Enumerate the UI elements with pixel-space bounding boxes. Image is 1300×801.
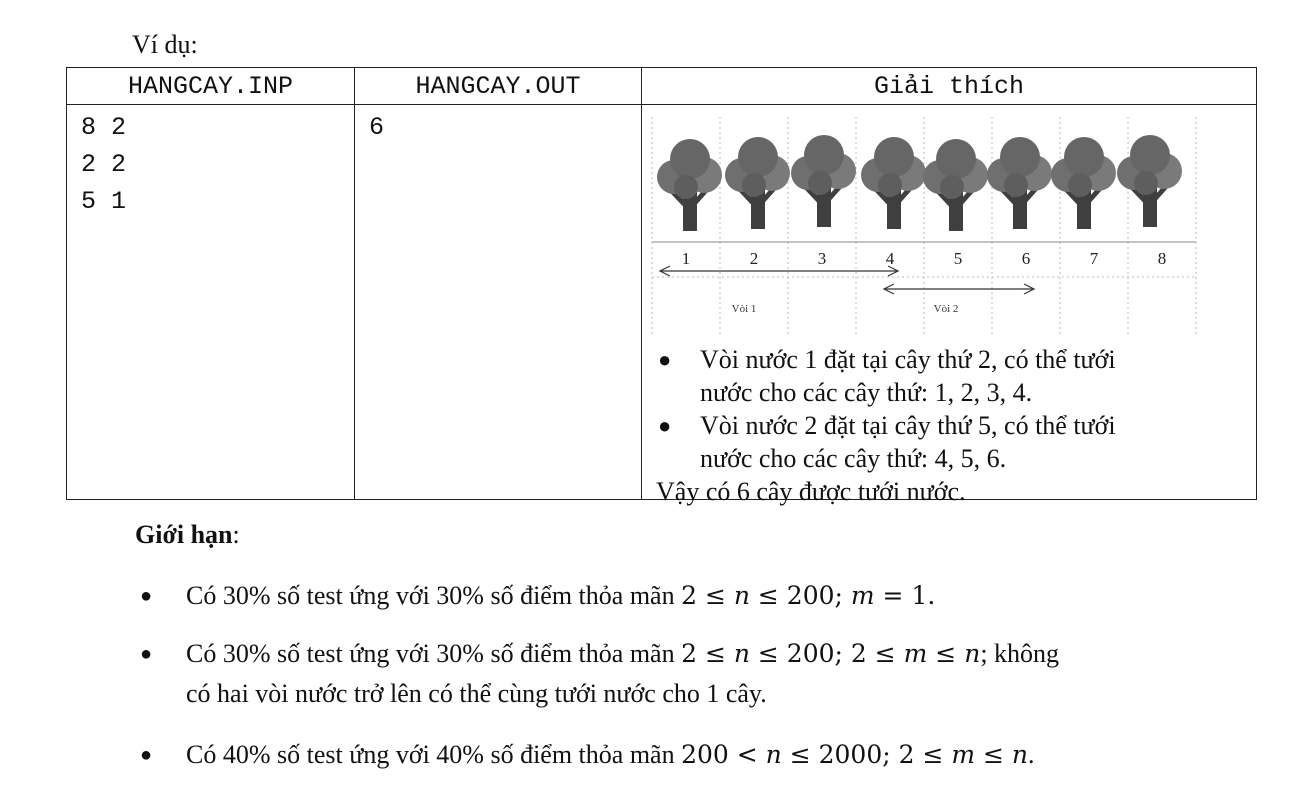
tree-3 (791, 135, 856, 227)
tree-number-label: 1 (681, 249, 691, 268)
input-cell (67, 105, 355, 500)
header-output-file: HANGCAY.OUT (355, 68, 642, 105)
limit-text: Có 30% số test ứng với 30% số điểm thỏa mãn (186, 639, 675, 668)
tap-2-range-arrow (884, 284, 1034, 294)
explanation-cell (642, 105, 1257, 506)
tree-5 (923, 139, 988, 231)
tree-4 (861, 137, 926, 229)
limit-text: Có 40% số test ứng với 40% số điểm thỏa mãn (186, 740, 675, 769)
header-input-file: HANGCAY.INP (67, 68, 355, 105)
limit-var: m (951, 740, 976, 769)
bullet-line: Vòi nước 2 đặt tại cây thứ 5, có thể tưới (700, 411, 1116, 440)
limit-math: ≤ (927, 639, 965, 668)
tree-6 (987, 137, 1052, 229)
limit-math: = 1. (874, 581, 936, 610)
limit-math: ≤ 200; 2 ≤ (749, 639, 904, 668)
limits-heading (135, 520, 240, 550)
limit-item (140, 576, 935, 616)
limit-var: n (733, 639, 750, 668)
tree-number-label: 6 (1021, 249, 1031, 268)
tree-number-label: 2 (749, 249, 759, 268)
explanation-bullet (654, 343, 1250, 409)
bullet-dot-icon: ● (140, 744, 153, 766)
bullet-line: Vòi nước 1 đặt tại cây thứ 2, có thể tưới (700, 345, 1116, 374)
limit-math: 2 ≤ (681, 581, 734, 610)
limits-title: Giới hạn (135, 520, 233, 549)
bullet-line: nước cho các cây thứ: 4, 5, 6. (700, 444, 1007, 473)
example-label: Ví dụ: (132, 30, 198, 59)
input-line: 2 2 (81, 150, 127, 179)
tree-1 (657, 139, 722, 231)
limit-var: m (850, 581, 875, 610)
bullet-dot-icon: ● (140, 585, 153, 607)
limit-var: n (733, 581, 750, 610)
tree-row-illustration (646, 107, 1226, 337)
input-line: 5 1 (81, 187, 127, 216)
limit-math: 200 < (681, 740, 766, 769)
limit-math: ≤ 2000; 2 ≤ (781, 740, 952, 769)
explanation-bullet (654, 409, 1250, 475)
bullet-dot-icon: ● (140, 643, 153, 665)
tree-number-label: 8 (1157, 249, 1167, 268)
table-header-row (67, 68, 1257, 105)
tap-1-range-arrow (660, 266, 898, 276)
limit-item (140, 634, 1059, 714)
limit-text: ; không (980, 639, 1060, 668)
limit-text: . (1028, 740, 1035, 769)
tree-8 (1117, 135, 1182, 227)
limit-var: n (1011, 740, 1029, 769)
output-cell (355, 105, 642, 500)
explanation-conclusion: Vậy có 6 cây được tưới nước. (656, 477, 966, 506)
limit-math: ≤ 200; (749, 581, 851, 610)
bullet-dot-icon: ● (658, 347, 672, 372)
tree-2 (725, 137, 790, 229)
bullet-dot-icon: ● (658, 413, 672, 438)
tree-number-label: 3 (817, 249, 827, 268)
limit-var: n (765, 740, 782, 769)
limit-var: m (903, 639, 928, 668)
limit-text: Có 30% số test ứng với 30% số điểm thỏa mãn (186, 581, 675, 610)
example-table (66, 67, 1257, 506)
limit-math: ≤ (975, 740, 1012, 769)
tap-1-label: Vòi 1 (731, 303, 757, 315)
table-body-row (67, 105, 1257, 500)
tree-number-label: 5 (953, 249, 963, 268)
limit-var: n (964, 639, 981, 668)
header-explanation: Giải thích (642, 68, 1257, 105)
output-line: 6 (369, 113, 385, 142)
limits-colon: : (232, 520, 240, 549)
limit-math: 2 ≤ (681, 639, 734, 668)
tree-number-label: 7 (1089, 249, 1099, 268)
input-line: 8 2 (81, 113, 127, 142)
tap-2-label: Vòi 2 (933, 303, 959, 315)
limit-item (140, 735, 1035, 775)
tree-number-label: 4 (885, 249, 895, 268)
bullet-line: nước cho các cây thứ: 1, 2, 3, 4. (700, 378, 1033, 407)
explanation-text (654, 343, 1250, 508)
tree-7 (1051, 137, 1116, 229)
limit-text: có hai vòi nước trở lên có thể cùng tưới nước cho 1 cây. (186, 679, 767, 708)
